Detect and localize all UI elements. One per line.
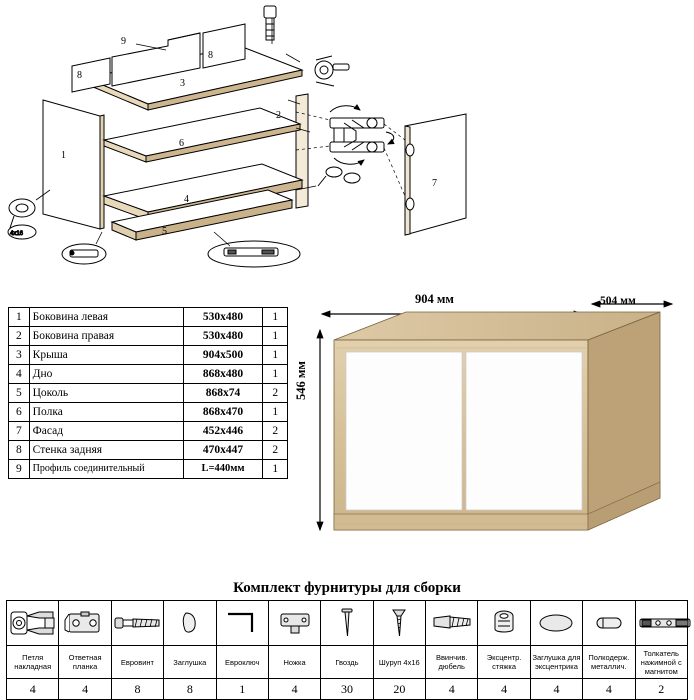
cabinet-svg	[300, 292, 690, 547]
kit-item-label: Ножка	[268, 646, 320, 679]
kit-item-count: 4	[530, 679, 582, 700]
part-quantity: 1	[263, 365, 288, 384]
part-dimension: 868x470	[183, 403, 263, 422]
table-row	[9, 403, 288, 422]
kit-item-label: Ответная планка	[59, 646, 111, 679]
fastener-callout-leg	[8, 199, 36, 239]
part-number: 6	[9, 403, 30, 422]
magnetic-pusher-icon	[635, 601, 688, 646]
part-name: Полка	[29, 403, 183, 422]
kit-item-count: 30	[321, 679, 373, 700]
part-facade-door	[405, 114, 466, 235]
kit-item-label: Гвоздь	[321, 646, 373, 679]
kit-count-row	[7, 679, 688, 700]
part-name: Фасад	[29, 422, 183, 441]
part-name: Дно	[29, 365, 183, 384]
svg-text:8: 8	[208, 50, 213, 61]
exploded-assembly-diagram	[0, 0, 694, 290]
part-dimension: 904x500	[183, 346, 263, 365]
part-number: 7	[9, 422, 30, 441]
svg-text:8: 8	[77, 70, 82, 81]
kit-item-label: Евровинт	[111, 646, 163, 679]
hardware-kit-table	[6, 600, 688, 700]
part-left-side	[43, 100, 104, 229]
kit-item-count: 8	[111, 679, 163, 700]
metal-shelf-support-icon	[583, 601, 635, 646]
part-number: 4	[9, 365, 30, 384]
part-right-side	[296, 94, 308, 208]
part-number: 1	[9, 308, 30, 327]
kit-item-count: 20	[373, 679, 425, 700]
svg-text:7: 7	[432, 178, 437, 189]
svg-text:2: 2	[276, 110, 281, 121]
euro-key-icon	[216, 601, 268, 646]
nail-icon	[321, 601, 373, 646]
part-quantity: 1	[263, 308, 288, 327]
kit-item-count: 4	[268, 679, 320, 700]
part-name: Стенка задняя	[29, 441, 183, 460]
part-quantity: 1	[263, 327, 288, 346]
fastener-callout-pusher	[62, 244, 106, 264]
kit-item-count: 4	[426, 679, 478, 700]
kit-item-count: 2	[635, 679, 688, 700]
part-dimension: 868x74	[183, 384, 263, 403]
table-row	[9, 422, 288, 441]
svg-text:6: 6	[179, 138, 184, 149]
table-row	[9, 441, 288, 460]
svg-text:9: 9	[121, 36, 126, 47]
part-dimension: 470x447	[183, 441, 263, 460]
part-name: Крыша	[29, 346, 183, 365]
part-quantity: 2	[263, 384, 288, 403]
euro-screw-icon	[111, 601, 163, 646]
kit-item-label: Ввинчив. дюбель	[426, 646, 478, 679]
part-dimension: L=440мм	[183, 460, 263, 479]
leg-icon	[268, 601, 320, 646]
screw-icon	[373, 601, 425, 646]
kit-item-count: 4	[59, 679, 111, 700]
cam-cap-icon	[530, 601, 582, 646]
table-row	[9, 346, 288, 365]
svg-text:4x16: 4x16	[10, 231, 24, 237]
kit-label-row	[7, 646, 688, 679]
part-quantity: 1	[263, 346, 288, 365]
part-name: Цоколь	[29, 384, 183, 403]
part-dimension: 452x446	[183, 422, 263, 441]
depth-dimension-label: 504 мм	[600, 295, 636, 307]
fastener-callout-cam	[315, 56, 349, 86]
kit-item-label: Шуруп 4x16	[373, 646, 425, 679]
fastener-callout-euroscrew	[264, 6, 276, 40]
hardware-kit-title: Комплект фурнитуры для сборки	[233, 580, 461, 596]
width-dimension-label: 904 мм	[415, 292, 454, 306]
part-number: 8	[9, 441, 30, 460]
parts-table	[8, 307, 288, 479]
table-row	[9, 460, 288, 479]
part-shelf	[104, 108, 300, 162]
part-number: 9	[9, 460, 30, 479]
part-number: 5	[9, 384, 30, 403]
part-name: Боковина левая	[29, 308, 183, 327]
svg-text:3: 3	[180, 78, 185, 89]
fastener-callout-shelf-support	[318, 167, 360, 186]
part-quantity: 1	[263, 403, 288, 422]
kit-item-count: 4	[583, 679, 635, 700]
kit-item-label: Петля накладная	[7, 646, 59, 679]
kit-item-count: 4	[7, 679, 59, 700]
part-dimension: 868x480	[183, 365, 263, 384]
kit-item-count: 4	[478, 679, 530, 700]
table-row	[9, 365, 288, 384]
part-name: Боковина правая	[29, 327, 183, 346]
cam-lock-icon	[478, 601, 530, 646]
part-number: 3	[9, 346, 30, 365]
kit-item-label: Эксцентр. стяжка	[478, 646, 530, 679]
kit-item-count: 8	[164, 679, 216, 700]
svg-text:1: 1	[61, 150, 66, 161]
screw-in-dowel-icon	[426, 601, 478, 646]
hinge-overlay-icon	[7, 601, 59, 646]
cabinet-dimension-drawing	[294, 292, 690, 547]
kit-item-label: Толкатель нажимной с магнитом	[635, 646, 688, 679]
hinge-detail-group	[330, 118, 384, 152]
part-dimension: 530x480	[183, 327, 263, 346]
part-dimension: 530x480	[183, 308, 263, 327]
cabinet-body	[334, 312, 660, 530]
fastener-callout-magnetic-catch	[208, 241, 300, 267]
part-quantity: 2	[263, 441, 288, 460]
part-name: Профиль соединительный	[29, 460, 183, 479]
svg-text:5: 5	[162, 226, 167, 237]
height-dimension-label: 546 мм	[294, 361, 308, 400]
kit-item-label: Заглушка	[164, 646, 216, 679]
svg-text:4: 4	[184, 194, 189, 205]
cap-icon	[164, 601, 216, 646]
hinge-plate-icon	[59, 601, 111, 646]
kit-item-label: Заглушка для эксцентрика	[530, 646, 582, 679]
kit-item-label: Полкодерж. металлич.	[583, 646, 635, 679]
kit-item-label: Евроключ	[216, 646, 268, 679]
table-row	[9, 308, 288, 327]
kit-icon-row	[7, 601, 688, 646]
table-row	[9, 384, 288, 403]
part-quantity: 1	[263, 460, 288, 479]
part-quantity: 2	[263, 422, 288, 441]
kit-item-count: 1	[216, 679, 268, 700]
part-number: 2	[9, 327, 30, 346]
table-row	[9, 327, 288, 346]
